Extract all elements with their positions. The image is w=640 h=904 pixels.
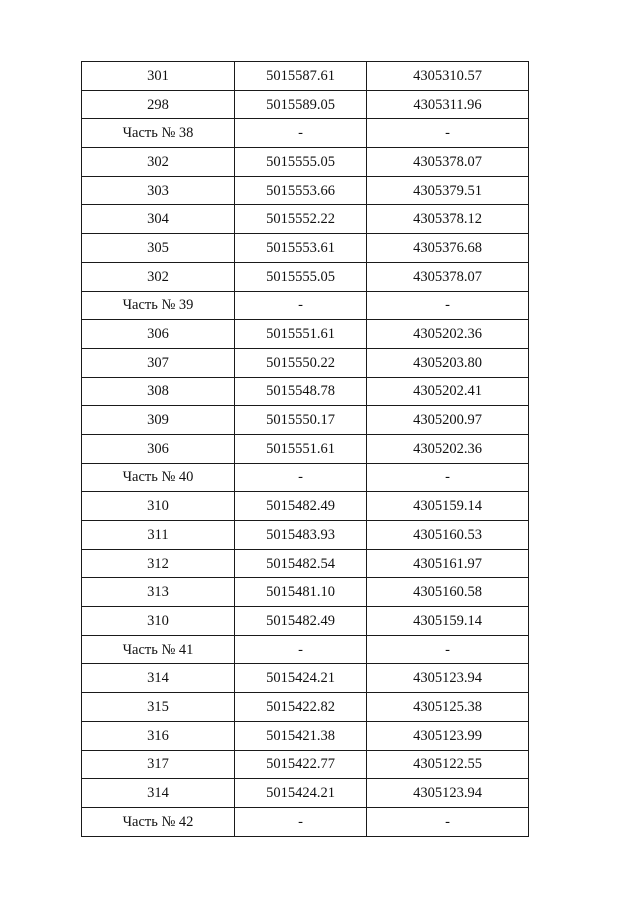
y-coordinate-cell: 4305310.57 <box>367 62 529 91</box>
table-row <box>82 578 529 607</box>
point-number-cell: 298 <box>82 90 235 119</box>
x-coordinate-cell: 5015422.77 <box>235 750 367 779</box>
section-header-row <box>82 291 529 320</box>
x-coordinate-cell: 5015555.05 <box>235 262 367 291</box>
x-coordinate-cell: 5015589.05 <box>235 90 367 119</box>
point-number-cell: 311 <box>82 521 235 550</box>
point-number-cell: 301 <box>82 62 235 91</box>
y-coordinate-cell: - <box>367 807 529 836</box>
y-coordinate-cell: 4305123.94 <box>367 779 529 808</box>
point-number-cell: 307 <box>82 348 235 377</box>
y-coordinate-cell: 4305159.14 <box>367 607 529 636</box>
x-coordinate-cell: 5015551.61 <box>235 434 367 463</box>
table-row <box>82 320 529 349</box>
x-coordinate-cell: 5015555.05 <box>235 148 367 177</box>
y-coordinate-cell: 4305123.94 <box>367 664 529 693</box>
y-coordinate-cell: 4305123.99 <box>367 721 529 750</box>
section-header-row <box>82 119 529 148</box>
x-coordinate-cell: 5015483.93 <box>235 521 367 550</box>
section-label-cell: Часть № 40 <box>82 463 235 492</box>
table-row <box>82 549 529 578</box>
y-coordinate-cell: 4305200.97 <box>367 406 529 435</box>
table-row <box>82 148 529 177</box>
y-coordinate-cell: 4305122.55 <box>367 750 529 779</box>
table-row <box>82 750 529 779</box>
section-label-cell: Часть № 41 <box>82 635 235 664</box>
table-row <box>82 434 529 463</box>
table-row <box>82 62 529 91</box>
x-coordinate-cell: 5015550.17 <box>235 406 367 435</box>
table-row <box>82 90 529 119</box>
x-coordinate-cell: 5015553.61 <box>235 234 367 263</box>
y-coordinate-cell: 4305160.53 <box>367 521 529 550</box>
y-coordinate-cell: 4305378.07 <box>367 262 529 291</box>
table-row <box>82 176 529 205</box>
x-coordinate-cell: 5015482.54 <box>235 549 367 578</box>
section-header-row <box>82 807 529 836</box>
y-coordinate-cell: - <box>367 119 529 148</box>
x-coordinate-cell: - <box>235 807 367 836</box>
x-coordinate-cell: 5015553.66 <box>235 176 367 205</box>
table-row <box>82 377 529 406</box>
table-row <box>82 664 529 693</box>
x-coordinate-cell: 5015552.22 <box>235 205 367 234</box>
point-number-cell: 303 <box>82 176 235 205</box>
y-coordinate-cell: 4305378.12 <box>367 205 529 234</box>
point-number-cell: 308 <box>82 377 235 406</box>
x-coordinate-cell: 5015424.21 <box>235 664 367 693</box>
point-number-cell: 302 <box>82 148 235 177</box>
x-coordinate-cell: 5015481.10 <box>235 578 367 607</box>
section-label-cell: Часть № 38 <box>82 119 235 148</box>
point-number-cell: 302 <box>82 262 235 291</box>
table-row <box>82 406 529 435</box>
point-number-cell: 312 <box>82 549 235 578</box>
table-row <box>82 492 529 521</box>
section-header-row <box>82 463 529 492</box>
x-coordinate-cell: 5015482.49 <box>235 492 367 521</box>
x-coordinate-cell: 5015587.61 <box>235 62 367 91</box>
table-row <box>82 262 529 291</box>
table-row <box>82 721 529 750</box>
x-coordinate-cell: - <box>235 463 367 492</box>
y-coordinate-cell: - <box>367 635 529 664</box>
point-number-cell: 313 <box>82 578 235 607</box>
y-coordinate-cell: 4305311.96 <box>367 90 529 119</box>
x-coordinate-cell: 5015548.78 <box>235 377 367 406</box>
section-label-cell: Часть № 42 <box>82 807 235 836</box>
table-row <box>82 348 529 377</box>
y-coordinate-cell: 4305379.51 <box>367 176 529 205</box>
point-number-cell: 316 <box>82 721 235 750</box>
point-number-cell: 309 <box>82 406 235 435</box>
section-label-cell: Часть № 39 <box>82 291 235 320</box>
x-coordinate-cell: - <box>235 635 367 664</box>
y-coordinate-cell: 4305202.36 <box>367 320 529 349</box>
section-header-row <box>82 635 529 664</box>
coordinates-table-body <box>82 62 529 837</box>
y-coordinate-cell: 4305159.14 <box>367 492 529 521</box>
y-coordinate-cell: - <box>367 463 529 492</box>
table-row <box>82 205 529 234</box>
point-number-cell: 314 <box>82 664 235 693</box>
table-row <box>82 693 529 722</box>
x-coordinate-cell: - <box>235 291 367 320</box>
point-number-cell: 306 <box>82 320 235 349</box>
y-coordinate-cell: 4305160.58 <box>367 578 529 607</box>
point-number-cell: 310 <box>82 607 235 636</box>
y-coordinate-cell: 4305376.68 <box>367 234 529 263</box>
point-number-cell: 310 <box>82 492 235 521</box>
x-coordinate-cell: - <box>235 119 367 148</box>
point-number-cell: 314 <box>82 779 235 808</box>
y-coordinate-cell: 4305125.38 <box>367 693 529 722</box>
x-coordinate-cell: 5015424.21 <box>235 779 367 808</box>
table-row <box>82 607 529 636</box>
point-number-cell: 317 <box>82 750 235 779</box>
point-number-cell: 305 <box>82 234 235 263</box>
x-coordinate-cell: 5015550.22 <box>235 348 367 377</box>
y-coordinate-cell: 4305203.80 <box>367 348 529 377</box>
x-coordinate-cell: 5015482.49 <box>235 607 367 636</box>
y-coordinate-cell: - <box>367 291 529 320</box>
x-coordinate-cell: 5015551.61 <box>235 320 367 349</box>
y-coordinate-cell: 4305202.36 <box>367 434 529 463</box>
point-number-cell: 306 <box>82 434 235 463</box>
y-coordinate-cell: 4305161.97 <box>367 549 529 578</box>
x-coordinate-cell: 5015421.38 <box>235 721 367 750</box>
point-number-cell: 304 <box>82 205 235 234</box>
table-row <box>82 521 529 550</box>
table-row <box>82 234 529 263</box>
x-coordinate-cell: 5015422.82 <box>235 693 367 722</box>
coordinates-table <box>81 61 529 837</box>
y-coordinate-cell: 4305202.41 <box>367 377 529 406</box>
table-row <box>82 779 529 808</box>
y-coordinate-cell: 4305378.07 <box>367 148 529 177</box>
point-number-cell: 315 <box>82 693 235 722</box>
